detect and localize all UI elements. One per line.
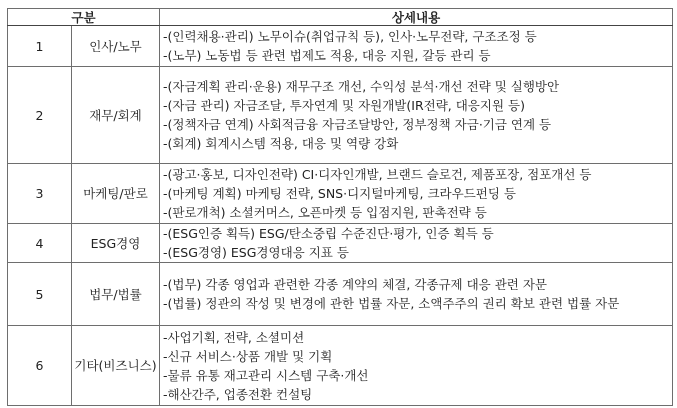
detail-line: -(ESG경영) ESG경영대응 지표 등 — [163, 245, 349, 260]
row-category: 법무/법률 — [72, 263, 160, 326]
detail-line: -(ESG인증 획득) ESG/탄소중립 수준진단·평가, 인증 획득 등 — [163, 226, 494, 241]
row-detail — [160, 164, 673, 224]
consulting-table-container — [7, 8, 672, 406]
detail-line: -(판로개척) 소셜커머스, 오픈마켓 등 입점지원, 판촉전략 등 — [163, 205, 487, 220]
detail-line: -해산간주, 업종전환 컨설팅 — [163, 386, 313, 402]
row-category: 인사/노무 — [72, 26, 160, 67]
row-number: 6 — [8, 326, 72, 406]
detail-line: -(인력채용·관리) 노무이슈(취업규칙 등), 인사·노무전략, 구조조정 등 — [163, 29, 537, 44]
table-header-row — [8, 9, 673, 26]
detail-line: -(마케팅 계획) 마케팅 전략, SNS·디지털마케팅, 크라우드펀딩 등 — [163, 186, 516, 201]
detail-line: -(자금계획 관리·운용) 재무구조 개선, 수익성 분석·개선 전략 및 실행방안 — [163, 79, 560, 94]
table-row — [8, 67, 673, 164]
detail-line: -신규 서비스·상품 개발 및 기획 — [163, 348, 333, 364]
row-category: 재무/회계 — [72, 67, 160, 164]
row-detail — [160, 224, 673, 263]
detail-line: -물류 유통 재고관리 시스템 구축·개선 — [163, 367, 369, 383]
table-row — [8, 326, 673, 406]
row-category: 기타(비즈니스) — [72, 326, 160, 406]
detail-line: -(법무) 각종 영업과 관련한 각종 계약의 체결, 각종규제 대응 관련 자문 — [163, 277, 547, 292]
row-detail — [160, 67, 673, 164]
row-number: 3 — [8, 164, 72, 224]
row-number: 5 — [8, 263, 72, 326]
table-row — [8, 263, 673, 326]
detail-line: -(광고·홍보, 디자인전략) CI·디자인개발, 브랜드 슬로건, 제품포장, 점포개선 등 — [163, 167, 592, 182]
consulting-fields-table — [7, 8, 673, 406]
row-category: 마케팅/판로 — [72, 164, 160, 224]
row-number: 2 — [8, 67, 72, 164]
detail-line: -(법률) 정관의 작성 및 변경에 관한 법률 자문, 소액주주의 권리 확보 관련 법률 자문 — [163, 296, 620, 311]
row-number: 1 — [8, 26, 72, 67]
detail-line: -(노무) 노동법 등 관련 법제도 적용, 대응 지원, 갈등 관리 등 — [163, 48, 491, 63]
table-row — [8, 26, 673, 67]
row-detail — [160, 326, 673, 406]
row-number: 4 — [8, 224, 72, 263]
table-row — [8, 164, 673, 224]
header-detail: 상세내용 — [160, 9, 673, 26]
detail-line: -(정책자금 연계) 사회적금융 자금조달방안, 정부정책 자금·기금 연계 등 — [163, 117, 552, 132]
row-category: ESG경영 — [72, 224, 160, 263]
detail-line: -(자금 관리) 자금조달, 투자연계 및 자원개발(IR전략, 대응지원 등) — [163, 98, 525, 113]
row-detail — [160, 263, 673, 326]
header-category: 구분 — [8, 9, 160, 26]
detail-line: -(회계) 회계시스템 적용, 대응 및 역량 강화 — [163, 136, 399, 151]
detail-line: -사업기획, 전략, 소셜미션 — [163, 329, 305, 345]
table-row — [8, 224, 673, 263]
row-detail — [160, 26, 673, 67]
